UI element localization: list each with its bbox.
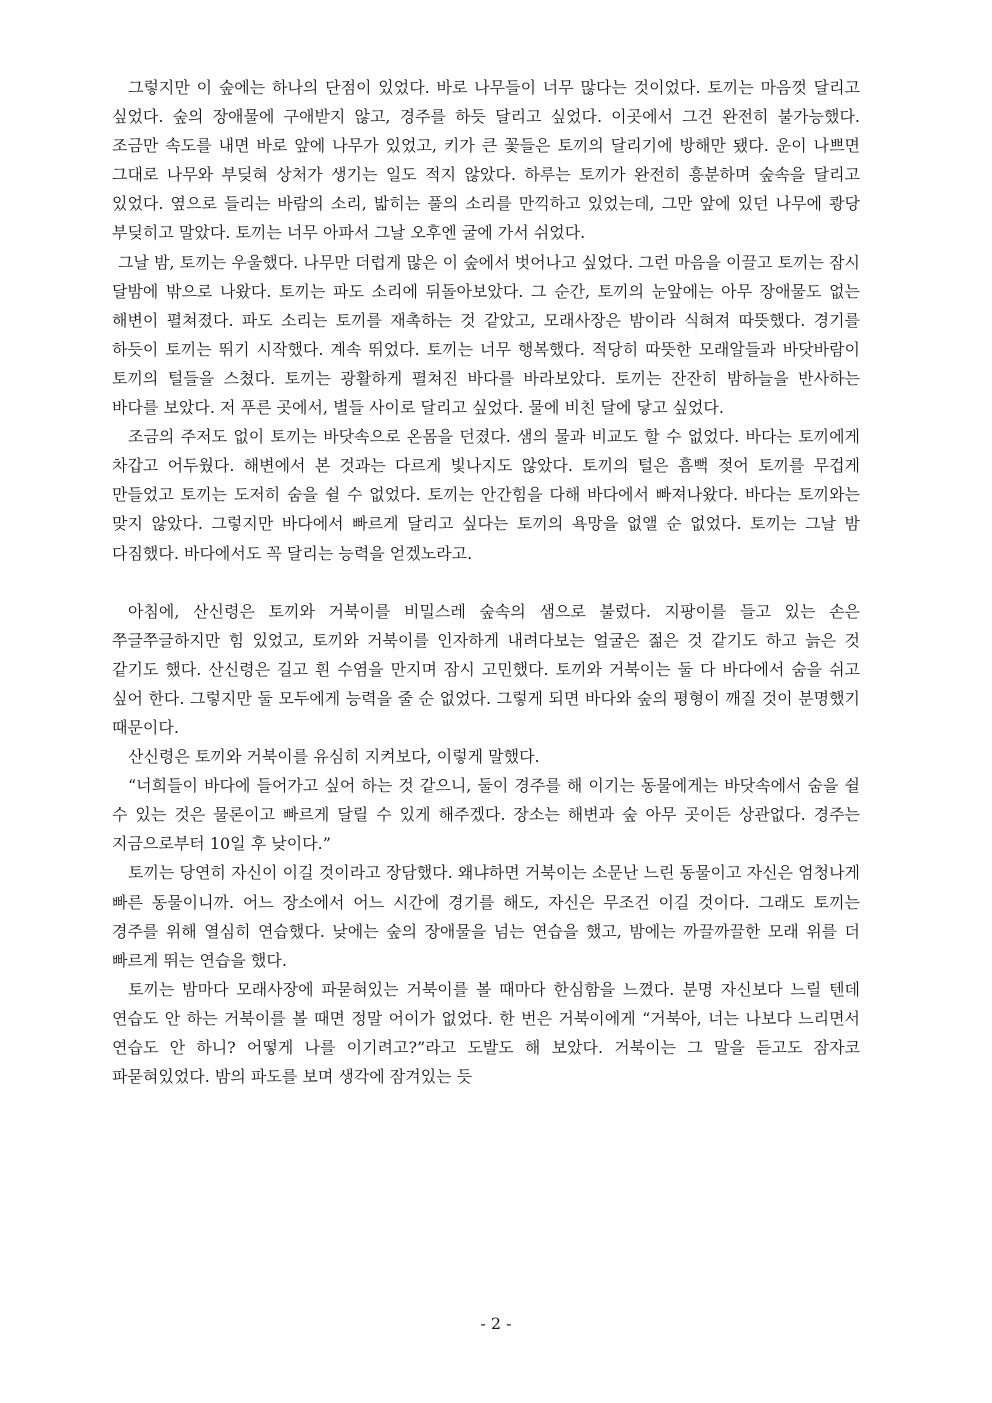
section-gap: [112, 568, 860, 597]
document-body: [112, 73, 860, 1091]
paragraph-8: 토끼는 밤마다 모래사장에 파묻혀있는 거북이를 볼 때마다 한심함을 느꼈다. 분명 자신보다 느릴 텐데 연습도 안 하는 거북이를 볼 때면 정말 어이가 없었다. 한 번은 거북이에게 “거북아, 너는 나보다 느리면서 연습도 안 하니? 어떻게 나를 이기려고?”라고 도발도 해 보았다. 거북이는 그 말을 듣고도 잠자코 파묻혀있었다. 밤의 파도를 보며 생각에 잠겨있는 듯: [112, 979, 860, 1087]
paragraph-6-dialogue: “너희들이 바다에 들어가고 싶어 하는 것 같으니, 둘이 경주를 해 이기는 동물에게는 바닷속에서 숨을 쉴 수 있는 것은 물론이고 빠르게 달릴 수 있게 해주겠다. 장소는 해변과 숲 아무 곳이든 상관없다. 경주는 지금으로부터 10일 후 낮이다.”: [112, 776, 860, 854]
paragraph-7: 토끼는 당연히 자신이 이길 것이라고 장담했다. 왜냐하면 거북이는 소문난 느린 동물이고 자신은 엄청나게 빠른 동물이니까. 어느 장소에서 어느 시간에 경기를 해도, 자신은 무조건 이길 것이다. 그래도 토끼는 경주를 위해 열심히 연습했다. 낮에는 숲의 장애물을 넘는 연습을 했고, 밤에는 까끌까끌한 모래 위를 더 빠르게 뛰는 연습을 했다.: [112, 863, 860, 970]
paragraph-1: 그렇지만 이 숲에는 하나의 단점이 있었다. 바로 나무들이 너무 많다는 것이었다. 토끼는 마음껏 달리고 싶었다. 숲의 장애물에 구애받지 않고, 경주를 하듯 달리고 싶었다. 이곳에서 그건 완전히 불가능했다. 조금만 속도를 내면 바로 앞에 나무가 있었고, 키가 큰 꽃들은 토끼의 달리기에 방해만 됐다. 운이 나쁘면 그대로 나무와 부딪혀 상처가 생기는 일도 적지 않았다. 하루는 토끼가 완전히 흥분하며 숲속을 달리고 있었다. 옆으로 들리는 바람의 소리, 밟히는 풀의 소리를 만끽하고 있었는데, 그만 앞에 있던 나무에 쾅당 부딪히고 말았다. 토끼는 너무 아파서 그날 오후엔 굴에 가서 쉬었다.: [112, 78, 860, 243]
paragraph-4: 아침에, 산신령은 토끼와 거북이를 비밀스레 숲속의 샘으로 불렀다. 지팡이를 들고 있는 손은 쭈글쭈글하지만 힘 있었고, 토끼와 거북이를 인자하게 내려다보는 얼굴은 젊은 것 같기도 하고 늙은 것 같기도 했다. 산신령은 길고 흰 수염을 만지며 잠시 고민했다. 토끼와 거북이는 둘 다 바다에서 숨을 쉬고 싶어 한다. 그렇지만 둘 모두에게 능력을 줄 순 없었다. 그렇게 되면 바다와 숲의 평형이 깨질 것이 분명했기 때문이다.: [112, 601, 860, 737]
page-number: - 2 -: [480, 1314, 512, 1333]
paragraph-3: 조금의 주저도 없이 토끼는 바닷속으로 온몸을 던졌다. 샘의 물과 비교도 할 수 없었다. 바다는 토끼에게 차갑고 어두웠다. 해변에서 본 것과는 다르게 빛나지도 않았다. 토끼의 털은 흠뻑 젖어 토끼를 무겁게 만들었고 토끼는 도저히 숨을 쉴 수 없었다. 토끼는 안간힘을 다해 바다에서 빠져나왔다. 바다는 토끼와는 맞지 않았다. 그렇지만 바다에서 빠르게 달리고 싶다는 토끼의 욕망을 없앨 순 없었다. 토끼는 그날 밤 다짐했다. 바다에서도 꼭 달리는 능력을 얻겠노라고.: [112, 427, 860, 563]
paragraph-2: 그날 밤, 토끼는 우울했다. 나무만 더럽게 많은 이 숲에서 벗어나고 싶었다. 그런 마음을 이끌고 토끼는 잠시 달밤에 밖으로 나왔다. 토끼는 파도 소리에 뒤돌아보았다. 그 순간, 토끼의 눈앞에는 아무 장애물도 없는 해변이 펼쳐졌다. 파도 소리는 토끼를 재촉하는 것 같았고, 모래사장은 밤이라 식혀져 따뜻했다. 경기를 하듯이 토끼는 뛰기 시작했다. 계속 뛰었다. 토끼는 너무 행복했다. 적당히 따뜻한 모래알들과 바닷바람이 토끼의 털들을 스쳤다. 토끼는 광활하게 펼쳐진 바다를 바라보았다. 토끼는 잔잔히 밤하늘을 반사하는 바다를 보았다. 저 푸른 곳에서, 별들 사이로 달리고 싶었다. 물에 비친 달에 닿고 싶었다.: [112, 252, 860, 418]
paragraph-5: 산신령은 토끼와 거북이를 유심히 지켜보다, 이렇게 말했다.: [128, 747, 540, 767]
